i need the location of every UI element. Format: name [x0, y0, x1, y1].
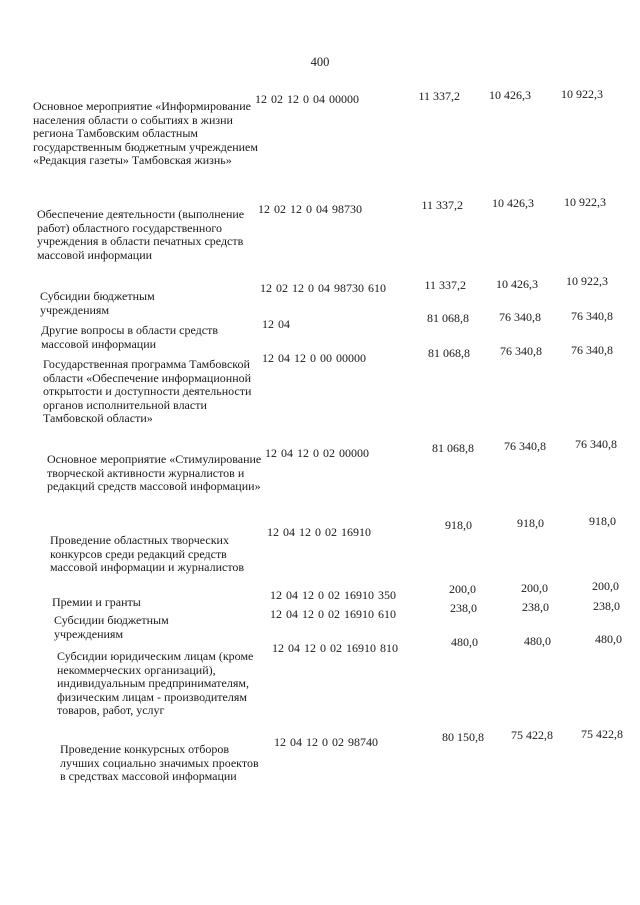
row-code: 12 04 12 0 00 00000 — [262, 351, 366, 365]
row-value-3: 918,0 — [589, 514, 616, 528]
row-value-1: 81 068,8 — [428, 346, 470, 360]
row-code: 12 04 12 0 02 16910 810 — [272, 641, 398, 655]
row-value-1: 918,0 — [445, 518, 472, 532]
row-value-1: 200,0 — [449, 582, 476, 596]
row-value-1: 11 337,2 — [421, 198, 463, 212]
row-value-1: 81 068,8 — [427, 311, 469, 325]
row-value-2: 75 422,8 — [511, 728, 553, 742]
row-code: 12 04 12 0 02 00000 — [265, 446, 369, 460]
row-code: 12 02 12 0 04 00000 — [255, 92, 359, 106]
row-value-1: 80 150,8 — [442, 730, 484, 744]
row-name: Обеспечение деятельности (выполнение работ) областного государственного учреждения в области печатных средств массовой информации — [37, 207, 245, 262]
row-code: 12 04 12 0 02 16910 — [267, 525, 371, 539]
row-name: Другие вопросы в области средств массовой информации — [41, 323, 219, 351]
row-value-2: 480,0 — [524, 634, 551, 648]
row-name: Субсидии юридическим лицам (кроме некоммерческих организаций), индивидуальным предпринимателям, физическим лицам - производителям товаров, работ, услуг — [57, 649, 254, 717]
row-name: Основное мероприятие «Стимулирование творческой активности журналистов и редакций средств массовой информации» — [47, 452, 262, 493]
row-code: 12 04 12 0 02 98740 — [274, 735, 378, 749]
row-value-2: 238,0 — [522, 600, 549, 614]
row-value-2: 10 426,3 — [489, 88, 531, 102]
row-value-3: 238,0 — [593, 599, 620, 613]
row-value-3: 76 340,8 — [575, 437, 617, 451]
row-value-2: 76 340,8 — [500, 344, 542, 358]
page-number: 400 — [310, 55, 330, 69]
row-value-2: 10 426,3 — [496, 277, 538, 291]
row-code: 12 04 — [262, 317, 290, 331]
row-name: Основное мероприятие «Информирование населения области о событиях в жизни региона Тамбовским областным государственным бюджетным учреждением «Редакция газеты» Тамбовская жизнь» — [33, 99, 258, 167]
row-value-3: 200,0 — [592, 579, 619, 593]
row-value-3: 480,0 — [595, 632, 622, 646]
row-name: Субсидии бюджетным учреждениям — [40, 289, 155, 317]
row-value-3: 76 340,8 — [571, 309, 613, 323]
row-value-1: 81 068,8 — [432, 441, 474, 455]
row-name: Субсидии бюджетным учреждениям — [54, 613, 169, 641]
row-code: 12 04 12 0 02 16910 350 — [270, 588, 396, 602]
row-name: Проведение конкурсных отборов лучших социально значимых проектов в средствах массовой информации — [60, 742, 259, 783]
row-name: Премии и гранты — [52, 595, 141, 609]
row-value-2: 76 340,8 — [499, 310, 541, 324]
row-value-2: 200,0 — [521, 581, 548, 595]
row-value-3: 10 922,3 — [566, 274, 608, 288]
row-value-3: 10 922,3 — [564, 195, 606, 209]
row-code: 12 04 12 0 02 16910 610 — [270, 607, 396, 621]
row-name: Проведение областных творческих конкурсов среди редакций средств массовой информации и журналистов — [50, 533, 245, 574]
row-value-2: 76 340,8 — [504, 439, 546, 453]
row-value-1: 238,0 — [450, 601, 477, 615]
row-value-3: 75 422,8 — [581, 727, 623, 741]
row-value-3: 10 922,3 — [561, 87, 603, 101]
row-value-1: 11 337,2 — [424, 278, 466, 292]
row-value-2: 918,0 — [517, 516, 544, 530]
row-value-1: 480,0 — [451, 635, 478, 649]
row-code: 12 02 12 0 04 98730 — [258, 202, 362, 216]
row-value-1: 11 337,2 — [418, 89, 460, 103]
row-value-3: 76 340,8 — [571, 343, 613, 357]
row-name: Государственная программа Тамбовской области «Обеспечение информационной открытости и доступности деятельности органов исполнительной власти Тамбовской области» — [43, 357, 252, 425]
row-code: 12 02 12 0 04 98730 610 — [260, 281, 386, 295]
row-value-2: 10 426,3 — [492, 196, 534, 210]
